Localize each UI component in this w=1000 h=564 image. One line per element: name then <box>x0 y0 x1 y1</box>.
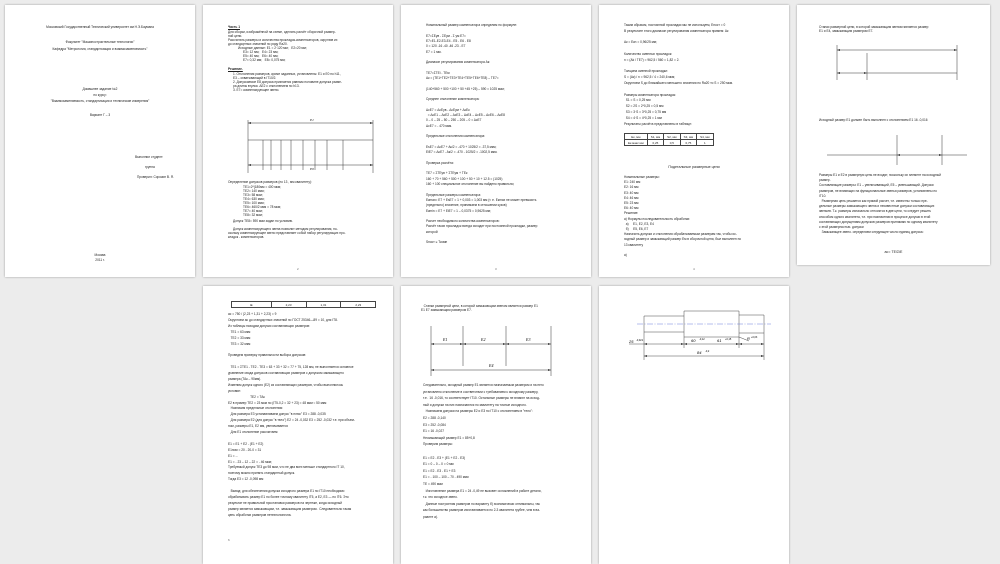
tolerance-total: Допуск TE8= 590 мкм задан по условию. <box>233 219 294 223</box>
text-line: Таким образом, постоянной прокладки мы не используем, Eпост = 0 <box>624 23 726 27</box>
table-header-cell: S3, мм <box>680 134 696 140</box>
text-line: E1 = ... <box>228 453 239 458</box>
text-line: Исходный размер E1 должен быть выполнен с отклонением E1 16 -0,016 <box>819 118 928 122</box>
page-8 <box>599 286 789 564</box>
dim-left-tol: -0,021 <box>636 339 644 342</box>
dim-right: 61 <box>717 338 722 343</box>
text-line: а) E1, E2, E3, E4 <box>624 221 654 226</box>
teacher-label: Проверил: Сорокин В. Я. <box>137 175 174 179</box>
text-line: ac = 750 / (2,23 + 1,31 + 2,23) = 9 <box>228 312 277 316</box>
text-line: Aк = (TE1+TE2+TE3+TE4+TE5+TE6+TE8) – TE7= <box>426 76 499 80</box>
text-line: которой <box>426 229 438 234</box>
faculty-name: Факультет "Машиностроительные технологии" <box>65 40 135 44</box>
dim-right-tol: +0,15 <box>725 338 732 341</box>
text-line: Eкmax= E7 + EsE7 = 1 + 0,003 = 1,003 мм (т. е. Eкmax не может превысить <box>426 197 537 202</box>
table-cell: Eк.макс мм <box>625 140 648 146</box>
text-line: TE = 490 мкм <box>423 482 443 486</box>
text-line: Назначаем допуски на размеры E2 и E3 по IT10 с отклонением в "тело": <box>423 409 533 414</box>
text-line: E1 = 0 – 0 – 0 = 0 мм <box>423 462 454 467</box>
university-name: Московский Государственный Технический университет им Н.Э.Баумана <box>46 25 154 29</box>
text-line: б) E5, E6, E7 <box>624 227 649 231</box>
text-line: 0 – 0 – 25 – 50 – 250 – 205 – 0 = ΔcE7 <box>426 118 482 123</box>
table-cell: 2,23 <box>341 302 376 308</box>
dim-total-tol: -0,2 <box>705 350 710 353</box>
text-line: Из таблицы находим допуски составляющих размеров: <box>228 323 310 328</box>
dim-label: E0 <box>310 167 314 171</box>
text-line: E2 = 288 -0,140 <box>423 416 446 420</box>
text-line: TE7 = ΣТЕув + ΣТЕум + TEк <box>426 171 468 176</box>
text-line: Размерная цепь решается как прямой расчет, т.е. известны только пре- <box>819 199 928 203</box>
text-line: т.к. это исходное звено. <box>423 495 458 500</box>
tolerance-line: TE5= 100 мкм; <box>243 201 265 205</box>
text-line: размеров, не влияющих на функциональные звенья размеров, установлены по <box>819 188 937 193</box>
text-line: Изготовление размера E1 = 24 -0,49 не вызовет осложнений в работе детали, <box>423 488 542 493</box>
text-line: S = (Aк) / n = 962,5 / 4 = 240,6 мкм; <box>624 75 676 80</box>
section-heading: Часть 1 <box>228 25 240 29</box>
text-line: Станки размерной цепи, в которой замыкающим звеном является размер <box>819 25 929 29</box>
text-line: 3. E7= компенсирующее звено. <box>233 88 280 92</box>
table-row <box>625 140 714 146</box>
text-line: TE1 = ΣTE1 - TE2 - TE3 = 63 + 33 + 32 = 77 + 75, 128 мм, не выполняется основное <box>228 365 354 370</box>
text-line: Толщина сменной прокладки: <box>624 69 668 74</box>
dim-left: 25 <box>629 339 634 344</box>
text-line: условие: <box>228 388 241 393</box>
text-line: Диапазон регулирования компенсатора Aк: <box>426 60 491 65</box>
dim-mid: 60 <box>691 338 696 343</box>
text-line: Исходные данные: E1 = 2·120 мм; E2=20 мм; <box>238 46 307 50</box>
page-1 <box>5 5 195 277</box>
text-line: Округляем ac до стандартных значений по ГОСТ 25346—89 = 10, для IT8. <box>228 317 338 322</box>
text-line: ходный размер и замыкающий размер Eм в сборочной цепи, был выполнен по <box>624 237 742 242</box>
text-line: обрабатывать размер E1 по более точному квалитету IT5, а E2, E3 — по IT6. Это <box>228 494 349 499</box>
year: 2011 г. <box>95 258 105 262</box>
text-line: TE1 = 63 мкм <box>228 329 251 334</box>
text-line: Данные построения размеров по варианту б) экономически оптимальны, так <box>423 501 540 506</box>
text-line: E1: 240 мм <box>624 180 641 185</box>
page-number: 2 <box>297 267 299 271</box>
dim-radius: R <box>747 336 750 341</box>
text-line: как большинство размеров изготавливается по 2-3 квалитета грубее, чем в ва- <box>423 508 541 513</box>
text-line: Решение: <box>624 211 639 216</box>
text-line: 0 = 120 -16 -40 -46 -23 - E7 <box>426 44 466 49</box>
text-line: дельные размеры замыкающего звена и неизвестные допуски составляющих <box>819 204 935 209</box>
text-line: поэтому можно принять стандартный допуск. <box>228 471 296 476</box>
text-line: E6: 40 мм <box>624 206 639 211</box>
page-number: 4 <box>693 267 695 271</box>
page-6 <box>203 286 393 564</box>
text-line: Среднее отклонение компенсатора: <box>426 97 480 102</box>
text-line: до стандартных значений по ряду Ra20. <box>228 42 288 46</box>
text-line: составляющих допущениям допусков размеров принимаю по одному квалитету <box>819 219 938 224</box>
subtitle: Подетальные размерные цепи <box>668 165 720 169</box>
text-line: Размеры компенсатора прокладок: <box>624 92 676 97</box>
text-line: Назначим предельные отклонения: <box>228 406 284 411</box>
student-label: Выполнил студент: <box>135 155 164 159</box>
text-line: E3 = 252 -0,084 <box>423 422 446 427</box>
text-line: ный и допуски на них назначаются по квалитету на точные исходного. <box>423 402 527 407</box>
text-line: способом одного квалитета, т.е. при назначении в процессе допуски в этой <box>819 214 931 219</box>
table-header-cell: S2, мм <box>664 134 680 140</box>
text-line: размера (TAк – 90мм). <box>228 376 262 381</box>
text-line: Тогда E3 = 12 -0,098 мм <box>228 477 264 482</box>
text-line: ном, размеры E1, E2 мм, увеличивается <box>228 424 288 429</box>
text-line: E7 = 1 мм. <box>426 49 442 54</box>
dim-label: E4 <box>489 363 494 368</box>
variant: Вариант Г – 3 <box>89 113 111 117</box>
page-7 <box>401 286 591 564</box>
text-line: E7=ΣEув - ΣEум - Σ ум E7= <box>426 33 466 38</box>
text-line: (140+560 + 500 +100 + 50 +45 +25) – 590 = 1025 мкм; <box>426 86 505 91</box>
text-line: E3= 12 мм; E4= 23 мм; <box>243 50 279 54</box>
course-name: "Взаимозаменяемость, стандартизация и технические измерения" <box>50 99 150 103</box>
page-number: 6 <box>228 538 230 542</box>
text-line: результат не правильной простановки размеров на чертеже, когда исходный <box>228 500 342 505</box>
text-line: TE2 = TAк <box>228 394 265 399</box>
text-line: E2: 16 мм <box>624 185 639 190</box>
tolerance-line: TE4= 630 мкм; <box>243 197 265 201</box>
text-line: Sпост ≤ Tкомп <box>426 240 448 245</box>
text-line: E3 – охватывающий в IT10/2. <box>233 76 277 80</box>
table-cell: 1,31 <box>306 302 341 308</box>
text-line: (предельно) значение, принимаем в отношении кузов) <box>426 203 507 208</box>
text-line: TE2 = 33 мкм <box>228 335 251 340</box>
text-line: В результате этого диапазон регулирования компенсатора примем: Aк <box>624 28 729 33</box>
page-4 <box>599 5 789 277</box>
text-line: E2 в пример TE2 = 23 мкм по (IT5-0,2 = 32 + 23) = 48 мкм ≈ 50 мкм <box>228 400 327 405</box>
text-line: Рассчитать размеры и количества прокладок-компенсаторов, округлив их <box>228 38 338 42</box>
page-2 <box>203 5 393 277</box>
table-cell: 0,25 <box>647 140 663 146</box>
shaft-drawing <box>599 286 789 564</box>
text-line: Результаты расчёта представлены в таблице: <box>624 121 692 126</box>
table-cell: iE <box>232 302 272 308</box>
text-line: кладок - компенсаторов. <box>228 235 265 239</box>
text-line: TE3 = 32 мкм <box>228 341 251 346</box>
text-line: рианте а). <box>423 515 438 519</box>
text-line: Составляющие размеры: E1 – увеличивающий, E5 – уменьшающий. Допуски <box>819 183 934 188</box>
dim-radius-tol: +0,03 <box>751 336 758 339</box>
text-line: установлено отклонение в соответствии с требованием к исходному размеру, <box>423 389 539 394</box>
text-line: E3: 40 мм <box>624 190 639 195</box>
text-line: E7= 0,32 мм; E8= 0,075 мм; <box>243 58 286 62</box>
shims-table <box>624 133 714 146</box>
text-line: E1ном = 20 - 20-0 = 31 <box>228 447 262 452</box>
text-line: скольку компенсирующее звено представляет собой набор регулирующих про- <box>228 231 346 235</box>
text-line: Изменим допуск одного (E2) из составляющих размеров, чтобы выполнилось <box>228 382 344 387</box>
tolerances-title: Определение допусков размеров (по 13 , мм квалитету): <box>228 180 312 184</box>
page-5 <box>797 5 990 265</box>
table-header-cell: Eк, мм <box>625 134 648 140</box>
text-line: Для размера E2 (для допуск "в тело") E2 = 24 -0,032 E3 = 252 -0,032 т.е. при объем- <box>228 418 355 423</box>
group-label: группа <box>145 165 155 169</box>
text-line: звеньев. Т.к. размеры изначально относятся в две цепи, то следует решить <box>819 209 932 214</box>
text-line: ΔcE7 = ΔcEув - ΔcEум + ΔcEк <box>426 107 470 112</box>
text-line: Следовательно, исходный размер E1 является назначаемым размером и на него <box>423 383 544 387</box>
text-line: E1 E7 замыкающим размером E7. <box>421 308 472 312</box>
text-line: Проверка расчёта: <box>426 160 454 165</box>
text-line: Предельные отклонения компенсатора: <box>426 134 486 139</box>
text-line: уравнение свода допусков составляющих размеров с допуском замыкающего <box>228 371 344 375</box>
text-line: а) <box>624 253 627 257</box>
text-line: Предельные размеры компенсатора: <box>426 192 481 197</box>
table-cell: 0,75 <box>680 140 696 146</box>
tolerance-line: TE3= 58 мкм; <box>243 193 263 197</box>
text-line: Расчёт таких прокладок всегда исходит при постоянной прокладки, размер <box>426 224 538 229</box>
table-cell: 0,5 <box>664 140 680 146</box>
text-line: E4: 46 мм <box>624 195 639 200</box>
text-line: E1 = E2 - E3 + (E1 + E2 - E3) <box>423 455 466 460</box>
doc-title: Домашнее задание №2 <box>82 87 118 91</box>
dim-label: E1 <box>310 118 314 122</box>
text-line: Проведем проверку правильности выбора допусков: <box>228 353 307 358</box>
ie-table <box>231 301 376 308</box>
tolerance-line: TE6= 460/2 мкм = 78 мкм; <box>243 205 281 209</box>
text-line: S3 = 3·S = 3*0,25 = 0,75 мм <box>624 110 667 114</box>
dim-total: 84 <box>697 350 702 355</box>
text-line: E1 = - 23 – 12 – 22 = - 46 мкм; <box>228 459 272 464</box>
text-line: размер является замыкающим, т.е. замыкающим размером. Следовательно такая <box>228 506 352 511</box>
text-line: ТЕ7=ΣТЕi - ТЕм <box>426 70 450 75</box>
text-line: E5: 23 мм <box>624 201 639 205</box>
table-cell: 2,23 <box>271 302 306 308</box>
text-line: Назначить допуски и отклонения обрабатываемым размерам так, чтобы ис- <box>624 232 737 237</box>
tolerance-line: TE8= 32 мкм; <box>243 213 263 217</box>
dim-label: E1 <box>443 337 448 342</box>
text-line: размер. <box>819 178 831 183</box>
text-line: Замыкающее звено. определяем следующее число единиц допуска: <box>819 230 924 235</box>
text-line: Несмыкающий размер E1 = 85+0,8 <box>423 435 475 440</box>
text-line: Aк = Eкn = 0,96/25 мм; <box>624 40 657 45</box>
city: Москва <box>94 253 106 257</box>
page-number: 3 <box>495 267 497 271</box>
text-line: Для E1 отклонение рассчитаем: <box>228 430 279 434</box>
table-header-cell: S4, мм <box>697 134 713 140</box>
text-line: Расчет необходимого количества компенсаторов: <box>426 219 500 224</box>
text-line: E1 = E1 + E2 - (E1 + E2) <box>228 441 264 446</box>
text-line: Вывод: для обеспечения допуска исходного размера E1 по IT10 необходимо <box>228 489 345 493</box>
dim-mid-tol: -0,12 <box>699 338 705 341</box>
text-line: S1 = S = 0,25 мм <box>624 98 651 103</box>
tolerance-line: TE7= 40 мкм; <box>243 209 263 213</box>
text-line: E1 и E4, замыкающим размером E7. <box>819 29 874 33</box>
text-line: ра длины втулки. ΔE2 с отклонением по h13. <box>233 84 300 88</box>
text-line: 160 + 70 + 560 + 500 + 100 + 50 + 10 + 12.5 = (1025) <box>426 176 503 181</box>
text-line: Размеры E1 и E2 в размерную цепь не входят, поскольку их элемент на исходный <box>819 173 941 177</box>
text-line: т.е. 16 -0,016, то соответствует IT10. Остальные размеры не влияют на исход- <box>423 396 540 401</box>
text-line: 2. Допускаемое E8 допуска признается равным половине допуска разме- <box>233 80 342 84</box>
text-line: Eкmin = E7 + EiE7 = 1 – 0,0375 = 0,9625 мм; <box>426 208 491 213</box>
text-line: с этой размерностью. допуски <box>819 225 864 229</box>
text-line: Проверим размеры: <box>423 442 453 447</box>
dim-label: E3 <box>526 337 531 342</box>
text-line: Округляем S до ближайшего меньшего значения по Ra20 то S = 250 мкм. <box>624 81 733 85</box>
dim-label: E2 <box>481 337 486 342</box>
text-line: S2 = 2S = 2*0,25 = 0,5 мм <box>624 104 664 109</box>
text-line: 1. Отклонения размеров, кроме заданных, установлены: E1 и E0 по h11, <box>233 72 341 76</box>
text-line: Для сборки, изображённой на схеме, сделать расчёт сборочной размер- <box>228 30 336 34</box>
tolerance-line: TE2= 140 мкм; <box>243 189 265 193</box>
text-line: Для размера E3 устанавливаем допуск "в плюс" E3 = 288 -0,035 <box>228 412 326 417</box>
text-line: 160 + 100 специальное отклонение вы найдено правильно; <box>426 182 515 186</box>
text-line: n = (Ak / TE7) = 962,5 / 560 = 1,82 = 2. <box>624 57 680 62</box>
text-line: 13 квалитету <box>624 242 644 247</box>
page-3 <box>401 5 591 277</box>
text-line: Количество сменных прокладок: <box>624 52 673 56</box>
text-line: Номинальный размер компенсатора определим по формуле: <box>426 23 518 27</box>
text-line: EiE7 = ΔcE7 - Aк/2 = -470 - 1025/2 = -1002,5 мкм. <box>426 150 498 155</box>
text-line: IT10. <box>819 193 827 198</box>
table-header-cell: S1, мм <box>647 134 663 140</box>
formula: aс= TE/ΣiE <box>884 250 903 254</box>
solution-heading: Решение. <box>228 67 243 71</box>
text-line: а) Формулы последовательность обработки: <box>624 216 691 221</box>
text-line: E1 = 16 -0,027 <box>423 429 445 434</box>
text-line: S4 = 4·S = 4*0,25 = 1 мм <box>624 115 662 120</box>
tolerance-line: TE1=2*(180мм = 400 мкм; <box>243 185 281 189</box>
course-label: по курсу: <box>93 93 107 97</box>
text-line: EsE7 = ΔcE7 + Aк/2 = -470 + 1025/2 = -37,5 мкм; <box>426 144 497 149</box>
text-line: E1 = E2 - E3 - E1 + E3 <box>423 468 456 473</box>
text-line: E5= 40 мм; E6= 40 мм; <box>243 54 279 58</box>
text-line: E7=E1-E2-E3-E4 - E5 - E6 - E8 <box>426 38 471 43</box>
text-line: ΔcE7 = - 470 мкм. <box>426 123 453 128</box>
department-name: Кафедра "Метрология, стандартизация и взаимозаменяемость" <box>52 47 148 51</box>
text-line: Допуск компенсирующего звена позволит методом регулирования, по- <box>233 227 338 231</box>
text-line: E1 = - 100 – 100 – 70 - 490 мкм <box>423 475 469 480</box>
text-line: Станки размерной цепи, в которой замыкающим звеном является размер E1 <box>421 304 538 308</box>
text-line: ной цепи. <box>228 34 243 38</box>
text-line: Номинальные размеры: <box>624 175 660 179</box>
table-cell: 1 <box>697 140 713 146</box>
text-line: = ΔcE1 – ΔcE2 – ΔcE3 – ΔcE4 – ΔcE5 – ΔcE6 – ΔcE8 <box>426 113 505 118</box>
text-line: Требуемый допуск TE3 до 98 мкм, что не два всех меньше стандартного IT 10, <box>228 465 345 470</box>
text-line: цепь обработки размеров нетехнологична. <box>228 512 292 517</box>
table-row <box>232 302 376 308</box>
